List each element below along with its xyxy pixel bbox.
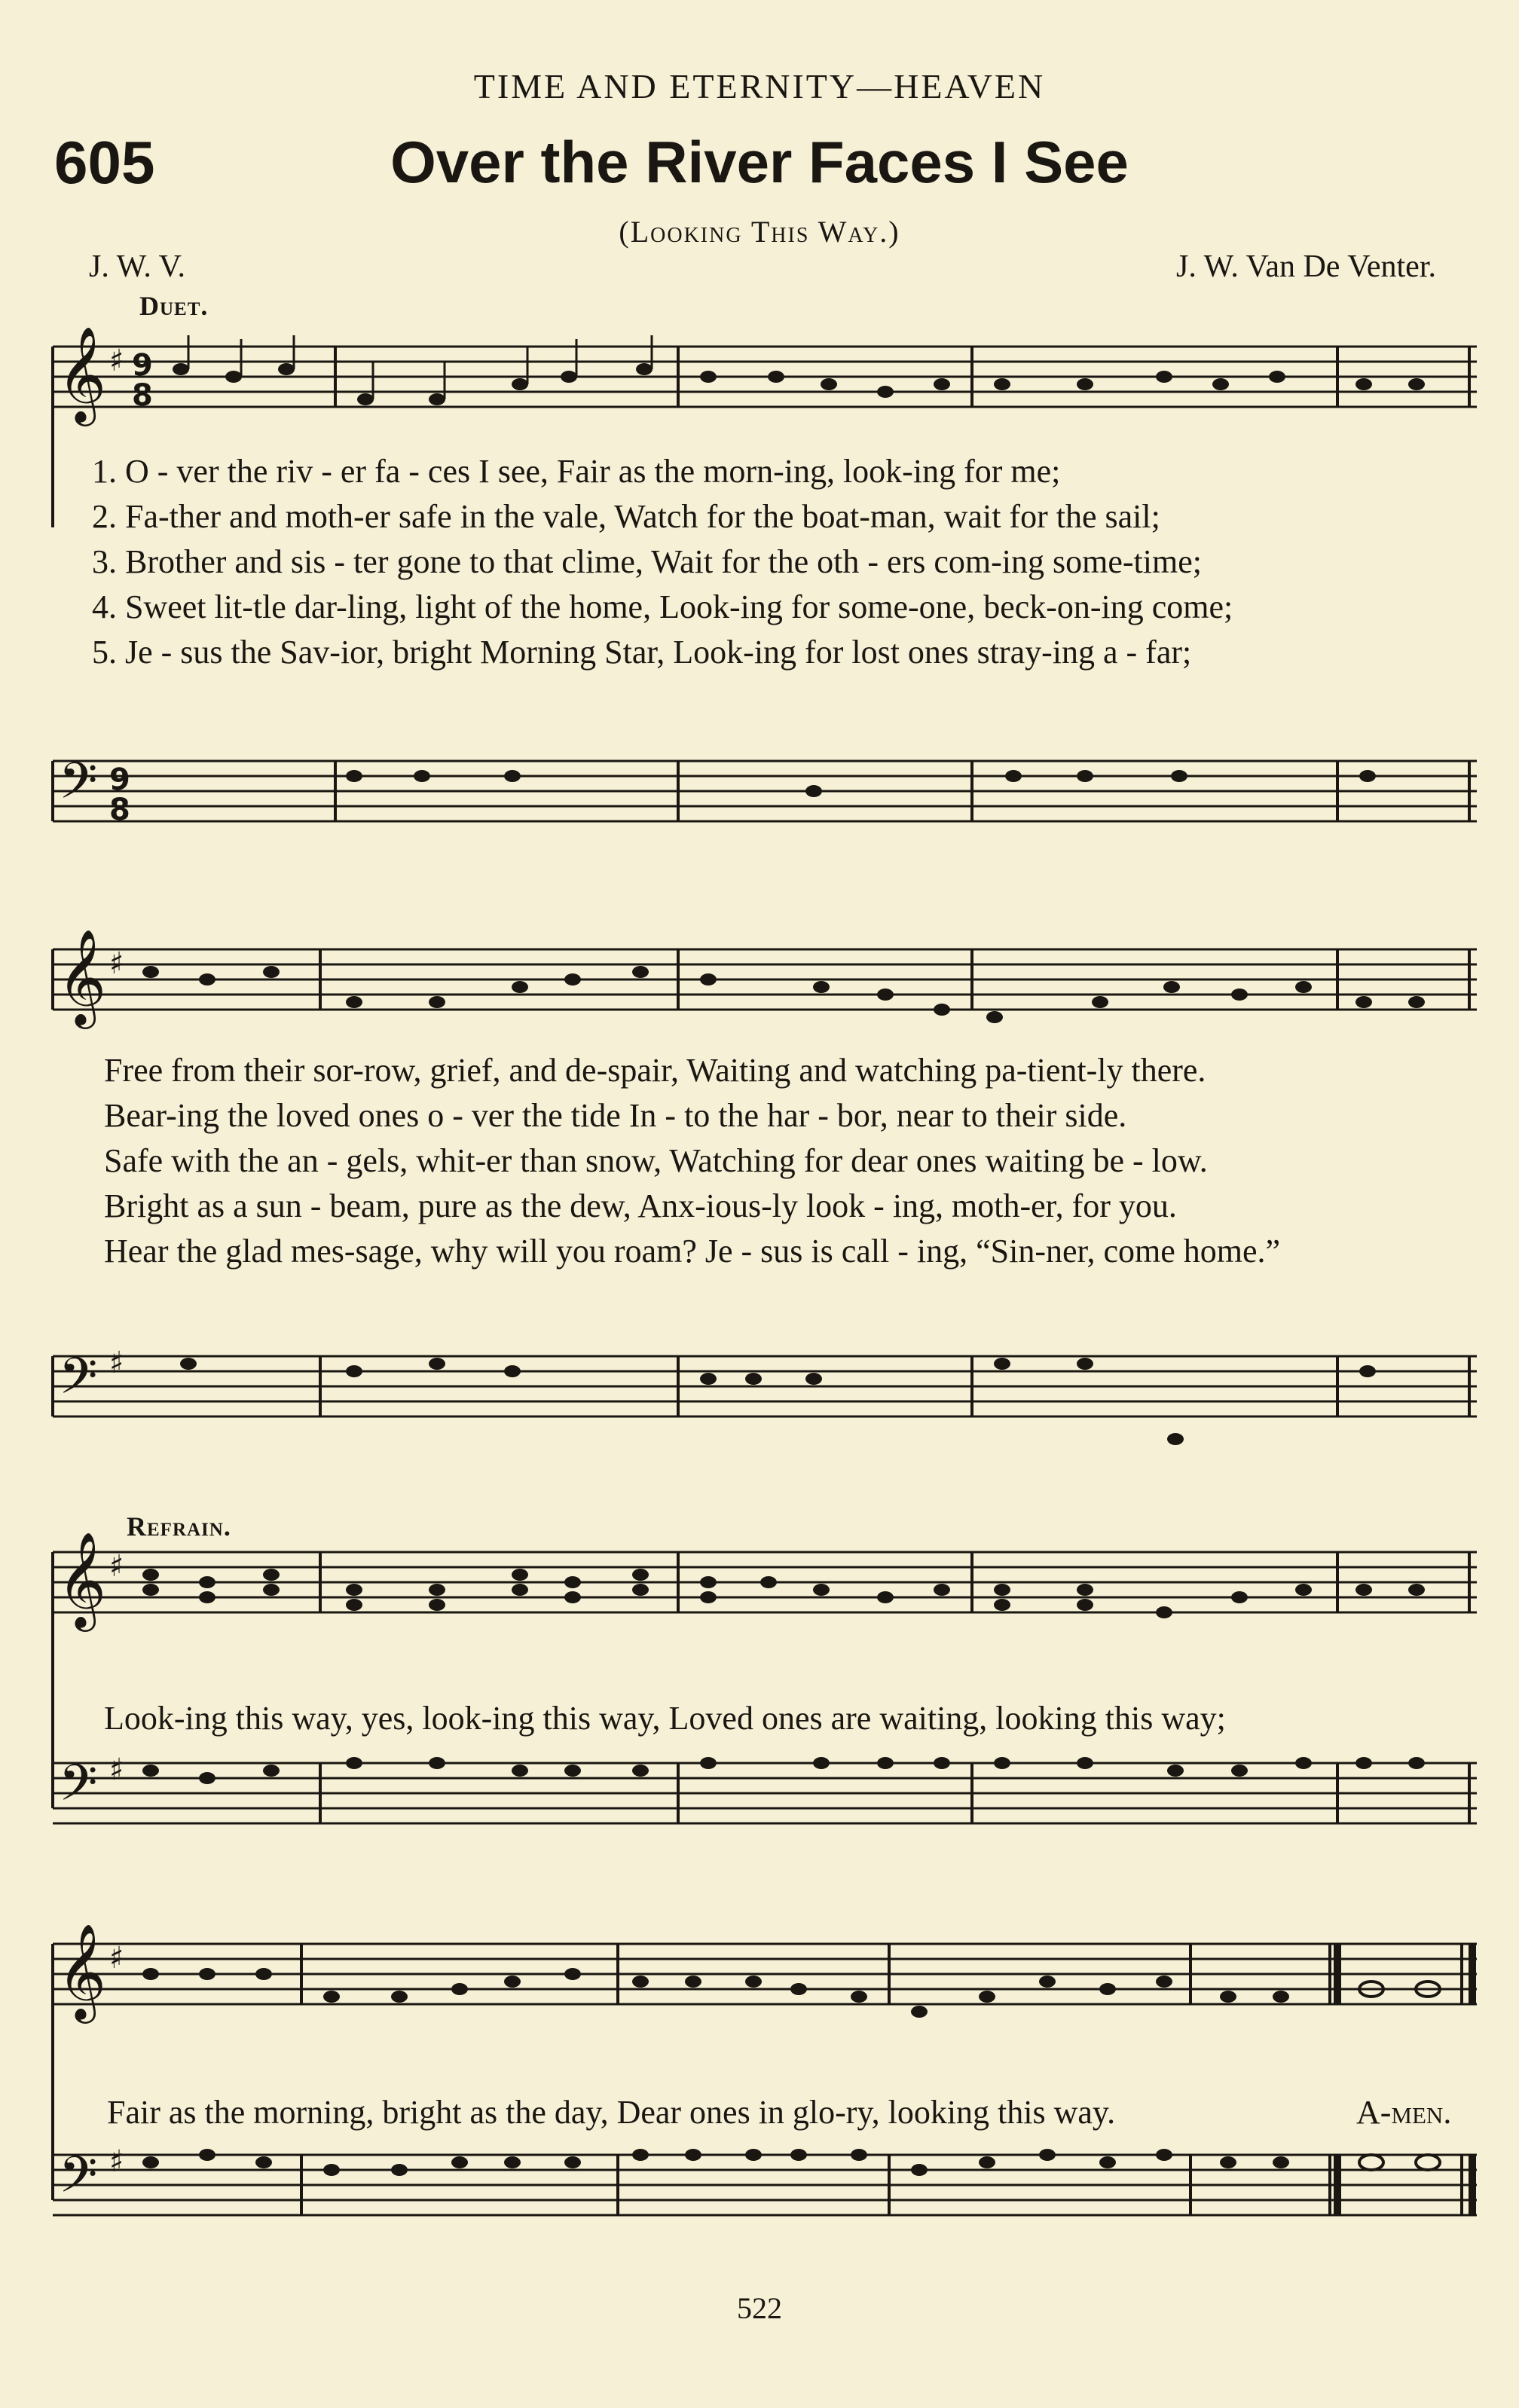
amen-lyric: A-men. — [1356, 2094, 1452, 2131]
verse-line: 1. O - ver the riv - er fa - ces I see, Fair as the morn-ing, look-ing for me; — [92, 453, 1061, 490]
svg-text:♯: ♯ — [109, 1549, 124, 1584]
refrain-label: Refrain. — [127, 1511, 231, 1542]
svg-text:𝄢: 𝄢 — [59, 752, 98, 822]
svg-text:♯: ♯ — [109, 1346, 124, 1380]
verses-part1 — [92, 452, 1233, 678]
hymn-title: Over the River Faces I See — [390, 129, 1129, 195]
svg-text:♯: ♯ — [109, 2144, 124, 2179]
svg-text:𝄢: 𝄢 — [59, 2146, 98, 2216]
words-author: J. W. V. — [89, 249, 186, 284]
svg-text:♯: ♯ — [109, 1753, 124, 1787]
refrain-lyric-line1: Look-ing this way, yes, look-ing this way, Loved ones are waiting, looking this way; — [104, 1700, 1226, 1737]
verse-line: 2. Fa-ther and moth-er safe in the vale, Watch for the boat-man, wait for the sail; — [92, 498, 1160, 535]
svg-text:𝄞: 𝄞 — [57, 325, 107, 422]
refrain-lyric-line2: Fair as the morning, bright as the day, Dear ones in glo-ry, looking this way. — [107, 2094, 1116, 2131]
staff-refrain1-treble — [0, 1531, 1519, 1627]
verse-line: 3. Brother and sis - ter gone to that clime, Wait for the oth - ers com-ing some-time; — [92, 543, 1202, 580]
hymn-number: 605 — [54, 129, 155, 196]
svg-text:♯: ♯ — [109, 946, 124, 981]
staff-system2-bass — [0, 1341, 1519, 1432]
music-composer: J. W. Van De Venter. — [1176, 249, 1436, 284]
staff-system1-bass — [0, 746, 1519, 836]
verse-line: Hear the glad mes-sage, why will you roam? Je - sus is call - ing, “Sin-ner, come home.” — [104, 1233, 1281, 1270]
hymn-subtitle: (Looking This Way.) — [619, 215, 900, 249]
page-number: 522 — [737, 2291, 782, 2325]
svg-text:𝄞: 𝄞 — [57, 1531, 107, 1627]
svg-text:9: 9 — [109, 762, 130, 797]
svg-text:𝄢: 𝄢 — [59, 1347, 98, 1417]
staff-refrain2-treble — [0, 1923, 1519, 2019]
verse-line: 4. Sweet lit-tle dar-ling, light of the home, Look-ing for some-one, beck-on-ing come; — [92, 588, 1233, 625]
svg-text:𝄞: 𝄞 — [57, 1923, 107, 2019]
svg-text:𝄢: 𝄢 — [59, 1754, 98, 1824]
staff-system2-treble — [0, 928, 1519, 1025]
verse-line: Safe with the an - gels, whit-er than snow, Watching for dear ones waiting be - low. — [104, 1142, 1208, 1179]
svg-text:9: 9 — [132, 348, 153, 383]
verse-line: Bright as a sun - beam, pure as the dew, Anx-ious-ly look - ing, moth-er, for you. — [104, 1187, 1177, 1224]
svg-text:8: 8 — [132, 378, 153, 413]
staff-refrain1-bass — [0, 1748, 1519, 1838]
staff-refrain2-bass — [0, 2140, 1519, 2230]
svg-text:8: 8 — [109, 793, 130, 827]
verses-part2 — [104, 1051, 1280, 1277]
verse-line: 5. Je - sus the Sav-ior, bright Morning Star, Look-ing for lost ones stray-ing a - far; — [92, 634, 1192, 671]
notes-system1-treble — [0, 332, 1519, 422]
svg-text:♯: ♯ — [109, 344, 124, 378]
svg-text:𝄞: 𝄞 — [57, 928, 107, 1025]
verse-line: Free from their sor-row, grief, and de-spair, Waiting and watching pa-tient-ly there. — [104, 1052, 1206, 1089]
section-header: TIME AND ETERNITY—HEAVEN — [473, 67, 1046, 105]
duet-label: Duet. — [139, 291, 209, 321]
verse-line: Bear-ing the loved ones o - ver the tide In - to the har - bor, near to their side. — [104, 1097, 1127, 1134]
svg-text:♯: ♯ — [109, 1941, 124, 1976]
